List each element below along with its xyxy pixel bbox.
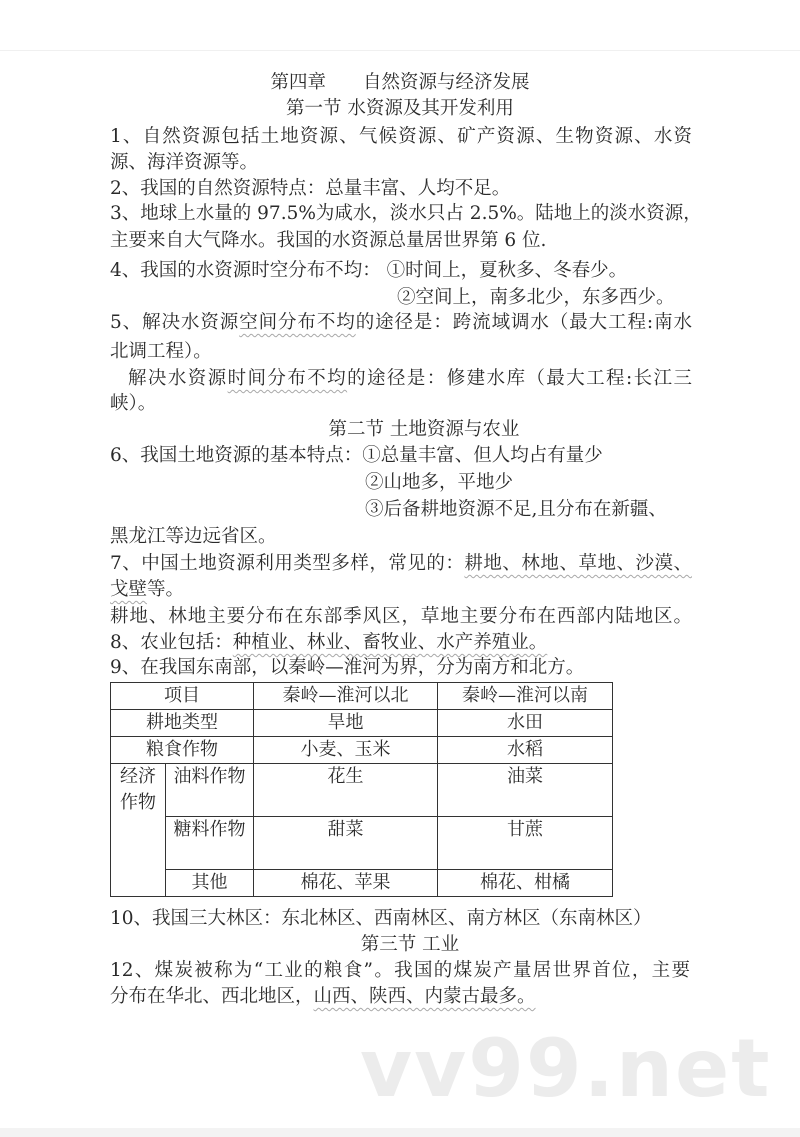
table-cell: 耕地类型 (111, 710, 254, 737)
item-4-line-2: ②空间上，南多北少，东多西少。 (397, 287, 675, 308)
table-row (111, 817, 613, 870)
item-12-line-2 (110, 984, 536, 1010)
underlined-text: 戈壁 (110, 579, 148, 600)
item-5-line-4: 峡）。 (110, 393, 157, 414)
item-10: 10、我国三大林区：东北林区、西南林区、南方林区（东南林区） (110, 908, 652, 929)
item-5-line-2: 北调工程）。 (110, 341, 212, 362)
table-row (111, 870, 613, 897)
table-cell: 旱地 (254, 710, 438, 737)
table-header-row (111, 683, 613, 710)
item-4-line-1: 4、我国的水资源时空分布不均： ①时间上，夏秋多、冬春少。 (110, 260, 628, 281)
section-2-title: 第二节 土地资源与农业 (328, 419, 520, 440)
item-8 (110, 630, 547, 656)
item-7-line-1 (110, 551, 692, 577)
table-cell: 棉花、柑橘 (438, 870, 613, 897)
table-cell: 糖料作物 (166, 817, 254, 870)
table-row (111, 737, 613, 764)
north-south-comparison-table (110, 682, 613, 897)
item-6-line-3: ③后备耕地资源不足,且分布在新疆、 (365, 499, 667, 520)
page-bottom-edge (0, 1128, 800, 1137)
table-cell: 水田 (438, 710, 613, 737)
table-cell: 粮食作物 (111, 737, 254, 764)
underlined-text: 山西、陕西、内蒙古最多。 (313, 986, 536, 1007)
table-cell: 油菜 (438, 764, 613, 817)
item-3-line-1: 3、地球上水量的 97.5%为咸水，淡水只占 2.5%。陆地上的淡水资源， (110, 203, 702, 224)
text: 的途径是：修建水库（最大工程:长江三 (347, 368, 692, 389)
text: 8、农业包括： (110, 632, 233, 653)
table-row (111, 710, 613, 737)
table-cell: 水稻 (438, 737, 613, 764)
text: 的途径是：跨流域调水（最大工程:南水 (355, 312, 692, 333)
table-cell: 其他 (166, 870, 254, 897)
header-cell: 秦岭—淮河以南 (438, 683, 613, 710)
table-cell: 油料作物 (166, 764, 254, 817)
table-cell: 棉花、苹果 (254, 870, 438, 897)
text: 5、解决水资源 (110, 312, 240, 333)
table-cell: 花生 (254, 764, 438, 817)
page-top-margin (0, 0, 800, 51)
chapter-title: 第四章 自然资源与经济发展 (270, 72, 530, 93)
item-2: 2、我国的自然资源特点：总量丰富、人均不足。 (110, 178, 511, 199)
item-3-line-2: 主要来自大气降水。我国的水资源总量居世界第 6 位. (110, 230, 547, 251)
text: 解决水资源 (128, 368, 228, 389)
item-6-line-1: 6、我国土地资源的基本特点：①总量丰富、但人均占有量少 (110, 445, 603, 466)
item-12-line-1: 12、煤炭被称为“工业的粮食”。我国的煤炭产量居世界首位，主要 (110, 960, 690, 981)
watermark: vv99.net (360, 1022, 772, 1115)
text: 7、中国土地资源利用类型多样，常见的： (110, 553, 465, 574)
underlined-text: 时间分布不均 (227, 368, 348, 389)
table-row (111, 764, 613, 817)
header-cell: 项目 (111, 683, 254, 710)
item-1-line-2: 源、海洋资源等。 (110, 152, 259, 173)
item-5-line-1 (110, 310, 692, 336)
item-7-line-2 (110, 577, 184, 603)
underlined-text: 种植业、林业、畜牧业、水产养殖业。 (232, 632, 548, 653)
table-cell: 小麦、玉米 (254, 737, 438, 764)
table-cell: 甜菜 (254, 817, 438, 870)
text: 等。 (147, 579, 185, 600)
underlined-text: 耕地、林地、草地、沙漠、 (464, 553, 692, 574)
item-1-line-1: 1、自然资源包括土地资源、气候资源、矿产资源、生物资源、水资 (110, 126, 692, 147)
item-9: 9、在我国东南部，以秦岭—淮河为界，分为南方和北方。 (110, 657, 585, 678)
underlined-text: 空间分布不均 (239, 312, 356, 333)
item-5-line-3 (128, 366, 692, 392)
item-7-line-3: 耕地、林地主要分布在东部季风区，草地主要分布在西部内陆地区。 (110, 606, 692, 627)
header-cell: 秦岭—淮河以北 (254, 683, 438, 710)
group-label-cell: 经济作物 (111, 764, 166, 897)
section-1-title: 第一节 水资源及其开发利用 (286, 98, 514, 119)
table-cell: 甘蔗 (438, 817, 613, 870)
item-6-line-2: ②山地多，平地少 (365, 472, 514, 493)
item-6-line-4: 黑龙江等边远省区。 (110, 526, 277, 547)
text: 分布在华北、西北地区， (110, 986, 314, 1007)
section-3-title: 第三节 工业 (360, 934, 460, 955)
